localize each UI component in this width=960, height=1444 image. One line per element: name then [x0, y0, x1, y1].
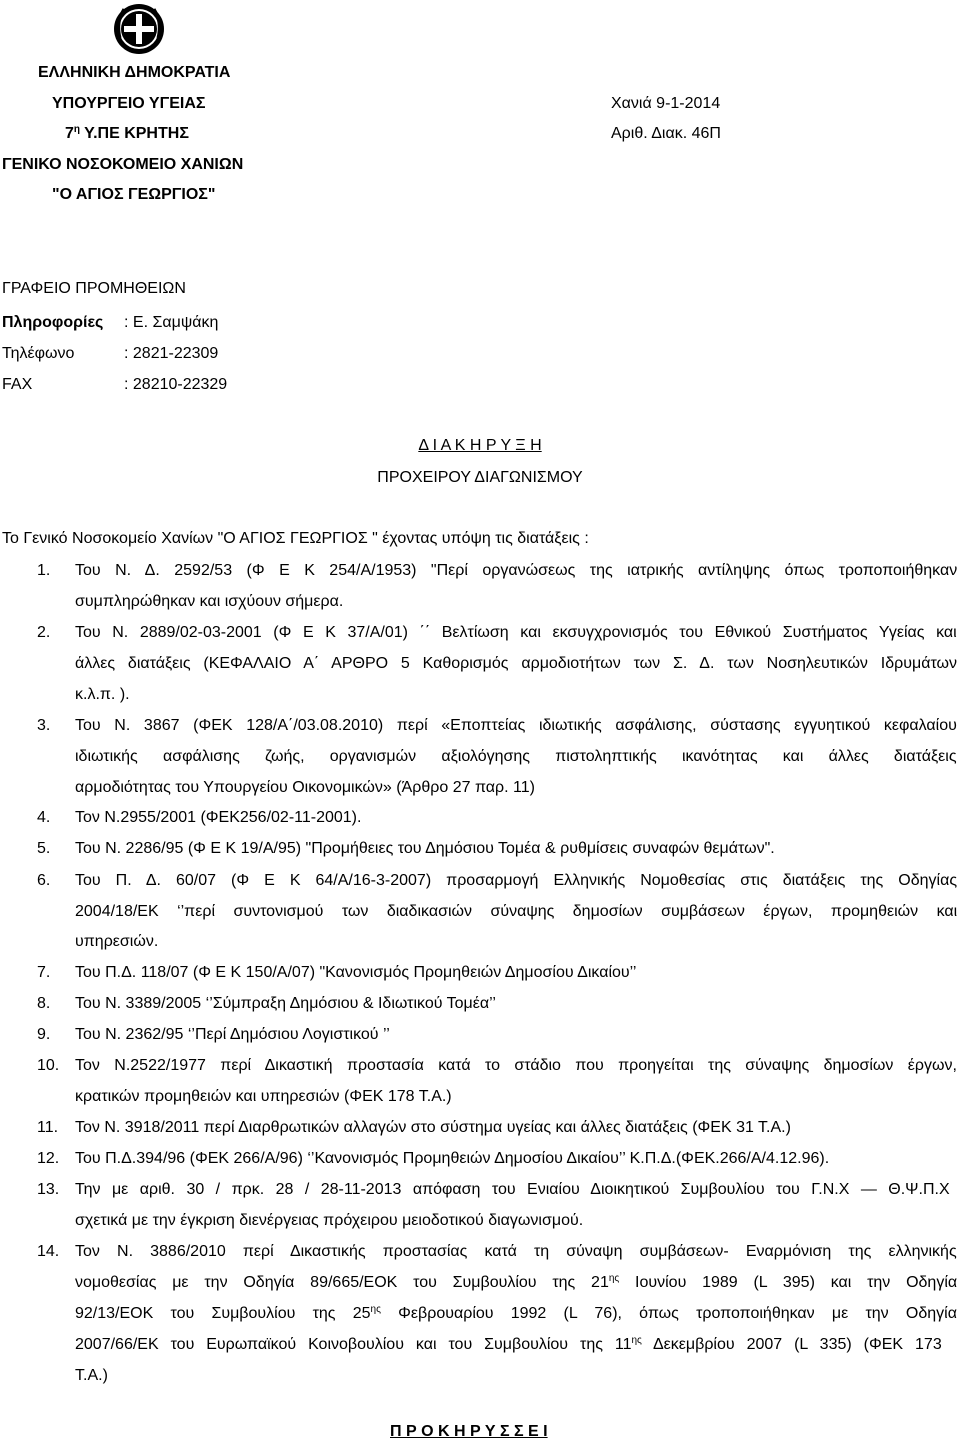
- list-item-line: νομοθεσίας με την Οδηγία 89/665/ΕΟΚ του Συμβουλίου της $21^{\eta\varsigma}$ Ιουνίου 1989 (L 395) και την Οδηγία: [75, 1273, 958, 1291]
- list-item-line: Του Ν. 2889/02-03-2001 (Φ Ε Κ 37/Α/01) ΄΄ Βελτίωση και εκσυγχρονισμός του Εθνικού Συστήματος Υγείας και: [75, 624, 957, 641]
- proclamation-heading: Π Ρ Ο Κ Η Ρ Υ Σ Σ Ε Ι: [390, 1423, 548, 1440]
- list-item-line: κ.λ.π. ).: [75, 686, 130, 703]
- greek-emblem-icon: [112, 2, 166, 56]
- list-item-line: άλλες διατάξεις (ΚΕΦΑΛΑΙΟ Α΄ ΑΡΘΡΟ 5 Καθορισμός αρμοδιοτήτων των Σ. Δ. των Νοσηλευτικών Ιδρυμάτων: [75, 655, 958, 672]
- list-item-number: 1.: [37, 562, 51, 579]
- list-item-line: Του Ν. 3867 (ΦΕΚ 128/Α΄/03.08.2010) περί «Εποπτείας ιδιωτικής ασφάλισης, σύστασης εγγυητικού κεφαλαίου: [75, 717, 957, 734]
- document-date: Χανιά 9-1-2014: [611, 95, 721, 112]
- list-item-number: 8.: [37, 995, 51, 1012]
- document-subtitle: ΠΡΟΧΕΙΡΟΥ ΔΙΑΓΩΝΙΣΜΟΥ: [377, 469, 583, 486]
- list-item-number: 10.: [37, 1057, 60, 1074]
- hospital-heading: ΓΕΝΙΚΟ ΝΟΣΟΚΟΜΕΙΟ ΧΑΝΙΩΝ: [2, 156, 244, 173]
- list-item-line: κρατικών προμηθειών και υπηρεσιών (ΦΕΚ 178 Τ.Α.): [75, 1088, 452, 1105]
- list-item-line: υπηρεσιών.: [75, 933, 159, 950]
- list-item-number: 4.: [37, 809, 51, 826]
- list-item-number: 9.: [37, 1026, 51, 1043]
- list-item-number: 7.: [37, 964, 51, 981]
- list-item-line: σχετικά με την έγκριση διενέργειας πρόχειρου μειοδοτικού διαγωνισμού.: [75, 1212, 584, 1229]
- intro-paragraph: Το Γενικό Νοσοκομείο Χανίων "Ο ΑΓΙΟΣ ΓΕΩΡΓΙΟΣ " έχοντας υπόψη τις διατάξεις :: [2, 530, 589, 547]
- list-item-line: Του Ν. Δ. 2592/53 (Φ Ε Κ 254/Α/1953) "Περί οργανώσεως της ιατρικής αντίληψης όπως τροποποιήθηκαν: [75, 562, 958, 579]
- list-item-line: Του Π.Δ.394/96 (ΦΕΚ 266/Α/96) ‘’Κανονισμός Προμηθειών Δημοσίου Δικαίου’’ Κ.Π.Δ.(ΦΕΚ.266/Α/4.12.96).: [75, 1150, 830, 1167]
- region-heading: $7^\eta$ Υ.ΠΕ ΚΡΗΤΗΣ: [65, 124, 189, 142]
- list-item-line: 2007/66/ΕΚ του Ευρωπαϊκού Κοινοβουλίου και του Συμβουλίου της $11^{\eta\varsigma}$ Δεκεμβρίου 2007 (L 335) (ΦΕΚ 173: [75, 1335, 942, 1353]
- info-value: : Ε. Σαμψάκη: [124, 314, 219, 331]
- list-item-line: Του Ν. 2362/95 ‘’Περί Δημόσιου Λογιστικού ’’: [75, 1026, 390, 1043]
- list-item-number: 6.: [37, 872, 51, 889]
- list-item-number: 14.: [37, 1243, 60, 1260]
- list-item-line: Τον Ν. 3918/2011 περί Διαρθρωτικών αλλαγών στο σύστημα υγείας και άλλες διατάξεις (ΦΕΚ 31 Τ.Α.): [75, 1119, 791, 1136]
- list-item-line: Του Π. Δ. 60/07 (Φ Ε Κ 64/Α/16-3-2007) προσαρμογή Ελληνικής Νομοθεσίας στις διατάξεις της Οδηγίας: [75, 872, 958, 889]
- republic-heading: ΕΛΛΗΝΙΚΗ ΔΗΜΟΚΡΑΤΙΑ: [38, 64, 231, 81]
- list-item-number: 11.: [37, 1119, 59, 1136]
- list-item-line: Του Ν. 2286/95 (Φ Ε Κ 19/Α/95) "Προμήθειες του Δημόσιου Τομέα & ρυθμίσεις συναφών θεμάτων".: [75, 840, 775, 857]
- list-item-line: Τ.Α.): [75, 1367, 108, 1384]
- list-item-line: Τον Ν.2955/2001 (ΦΕΚ256/02-11-2001).: [75, 809, 362, 826]
- list-item-line: Την με αριθ. 30 / πρκ. 28 / 28-11-2013 απόφαση του Ενιαίου Διοικητικού Συμβουλίου του Γ.Ν.Χ — Θ.Ψ.Π.Χ: [75, 1181, 950, 1198]
- info-label: Πληροφορίες: [2, 314, 104, 331]
- list-item-line: Τον Ν. 3886/2010 περί Δικαστικής προστασίας κατά τη σύναψη συμβάσεων- Εναρμόνιση της ελληνικής: [75, 1243, 957, 1260]
- list-item-line: ιδιωτικής ασφάλισης ζωής, οργανισμών αξιολόγησης πιστοληπτικής ικανότητας και άλλες διατάξεις: [75, 748, 957, 765]
- list-item-number: 3.: [37, 717, 51, 734]
- list-item-line: 92/13/ΕΟΚ του Συμβουλίου της $25^{\eta\varsigma}$ Φεβρουαρίου 1992 (L 76), όπως τροποποιήθηκαν με την Οδηγία: [75, 1304, 957, 1322]
- hospital-name: "Ο ΑΓΙΟΣ ΓΕΩΡΓΙΟΣ": [52, 186, 216, 203]
- list-item-line: αρμοδιότητας του Υπουργείου Οικονομικών» (Άρθρο 27 παρ. 11): [75, 779, 535, 796]
- phone-label: Τηλέφωνο: [2, 345, 75, 362]
- list-item-line: Του Π.Δ. 118/07 (Φ Ε Κ 150/Α/07) "Κανονισμός Προμηθειών Δημοσίου Δικαίου’’: [75, 964, 637, 981]
- ministry-heading: ΥΠΟΥΡΓΕΙΟ ΥΓΕΙΑΣ: [52, 95, 206, 112]
- list-item-line: 2004/18/ΕΚ ‘’περί συντονισμού των διαδικασιών σύναψης δημοσίων συμβάσεων έργων, προμηθειών και: [75, 903, 958, 920]
- list-item-number: 12.: [37, 1150, 60, 1167]
- phone-value: : 2821-22309: [124, 345, 219, 362]
- document-reference: Αριθ. Διακ. 46Π: [611, 125, 721, 142]
- list-item-line: συμπληρώθηκαν και ισχύουν σήμερα.: [75, 593, 344, 610]
- document-title: Δ Ι Α Κ Η Ρ Υ Ξ Η: [418, 437, 542, 454]
- list-item-number: 5.: [37, 840, 51, 857]
- list-item-line: Του Ν. 3389/2005 ‘’Σύμπραξη Δημόσιου & Ιδιωτικού Τομέα’’: [75, 995, 496, 1012]
- list-item-number: 13.: [37, 1181, 60, 1198]
- list-item-number: 2.: [37, 624, 51, 641]
- office-label: ΓΡΑΦΕΙΟ ΠΡΟΜΗΘΕΙΩΝ: [2, 280, 186, 297]
- fax-value: : 28210-22329: [124, 376, 228, 393]
- fax-label: FAX: [2, 376, 33, 393]
- list-item-line: Τον Ν.2522/1977 περί Δικαστική προστασία κατά το στάδιο που προηγείται της σύναψης δημοσίων έργων,: [75, 1057, 957, 1074]
